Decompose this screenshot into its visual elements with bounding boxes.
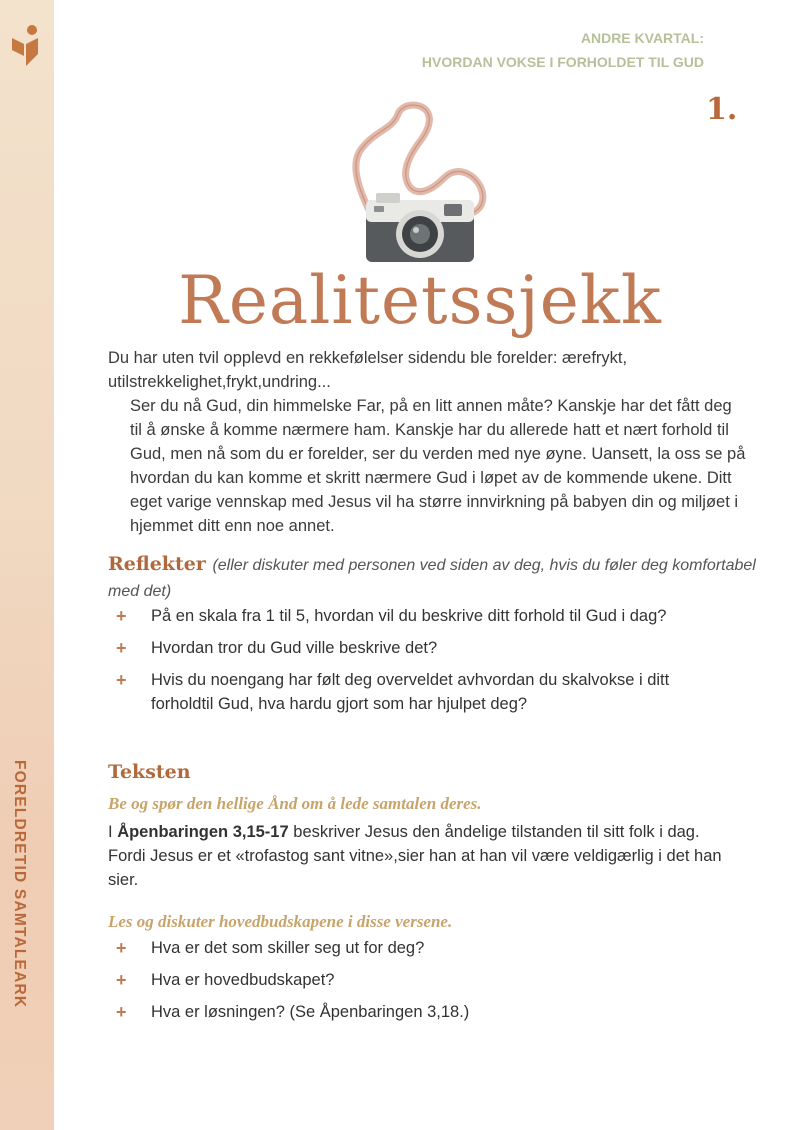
list-item: + Hva er hovedbudskapet? <box>116 970 335 990</box>
scripture-reference: Åpenbaringen 3,15-17 <box>117 823 289 841</box>
list-item: + Hvis du noengang har følt deg overveldet avhvordan du skalvokse i ditt forholdtil Gud, hva hardu gjort som har hjulpet deg? <box>116 670 670 713</box>
prayer-prompt: Be og spør den hellige Ånd om å lede samtalen deres. <box>108 794 482 813</box>
intro-paragraph: Ser du nå Gud, din himmelske Far, på en litt annen måte? Kanskje har det fått deg til å ønske å komme nærmere ham. Kanskje har du allerede hatt et nært forhold til Gud, men nå som du er forelder, ser du verden med nye øyne. Uansett, la oss se på hvordan du kan komme et skritt nærmere Gud i løpet av de kommende ukene. Ditt eget varige vennskap med Jesus vil ha større innvirkning på babyen din og miljøet i hjemmet ditt enn noe annet. <box>130 397 746 535</box>
camera-icon <box>348 100 492 268</box>
plus-icon: + <box>116 938 127 958</box>
list-item: + På en skala fra 1 til 5, hvordan vil du beskrive ditt forhold til Gud i dag? <box>116 606 667 626</box>
kicker-line-2: HVORDAN VOKSE I FORHOLDET TIL GUD <box>421 54 704 70</box>
sidebar <box>0 0 54 1130</box>
list-item: + Hvordan tror du Gud ville beskrive det? <box>116 638 438 658</box>
plus-icon: + <box>116 670 127 690</box>
text-heading: Teksten <box>108 761 191 783</box>
discuss-prompt: Les og diskuter hovedbudskapene i disse versene. <box>108 912 453 931</box>
reflect-subheading: (eller diskuter med personen ved siden av deg, hvis du føler deg komfortabel med det) <box>108 557 756 600</box>
leaf-logo-icon <box>10 24 42 68</box>
reflect-heading-block <box>108 552 778 604</box>
intro-text <box>108 346 748 538</box>
intro-line-2: utilstrekkelighet,frykt,undring... <box>108 373 331 391</box>
plus-icon: + <box>116 1002 127 1022</box>
list-item: + Hva er det som skiller seg ut for deg? <box>116 938 425 958</box>
discuss-list <box>116 936 716 1032</box>
page-number: 1. <box>706 92 738 127</box>
plus-icon: + <box>116 970 127 990</box>
sidebar-label: FORELDRETID SAMTALEARK <box>11 760 28 1009</box>
plus-icon: + <box>116 606 127 626</box>
list-item: + Hva er løsningen? (Se Åpenbaringen 3,18.) <box>116 1002 470 1022</box>
scripture-paragraph: I Åpenbaringen 3,15-17 beskriver Jesus den åndelige tilstanden til sitt folk i dag. Fordi Jesus er et «trofastog sant vitne»,sier han at han vil være veldigærlig i det han sier. <box>108 823 722 889</box>
plus-icon: + <box>116 638 127 658</box>
reflect-list <box>116 604 716 724</box>
kicker-line-1: ANDRE KVARTAL: <box>580 30 704 46</box>
intro-line-1: Du har uten tvil opplevd en rekkefølelser sidendu ble forelder: ærefrykt, <box>108 349 628 367</box>
reflect-heading: Reflekter <box>108 553 206 575</box>
page-title: Realitetssjekk <box>178 262 662 339</box>
section-kicker <box>422 26 704 74</box>
